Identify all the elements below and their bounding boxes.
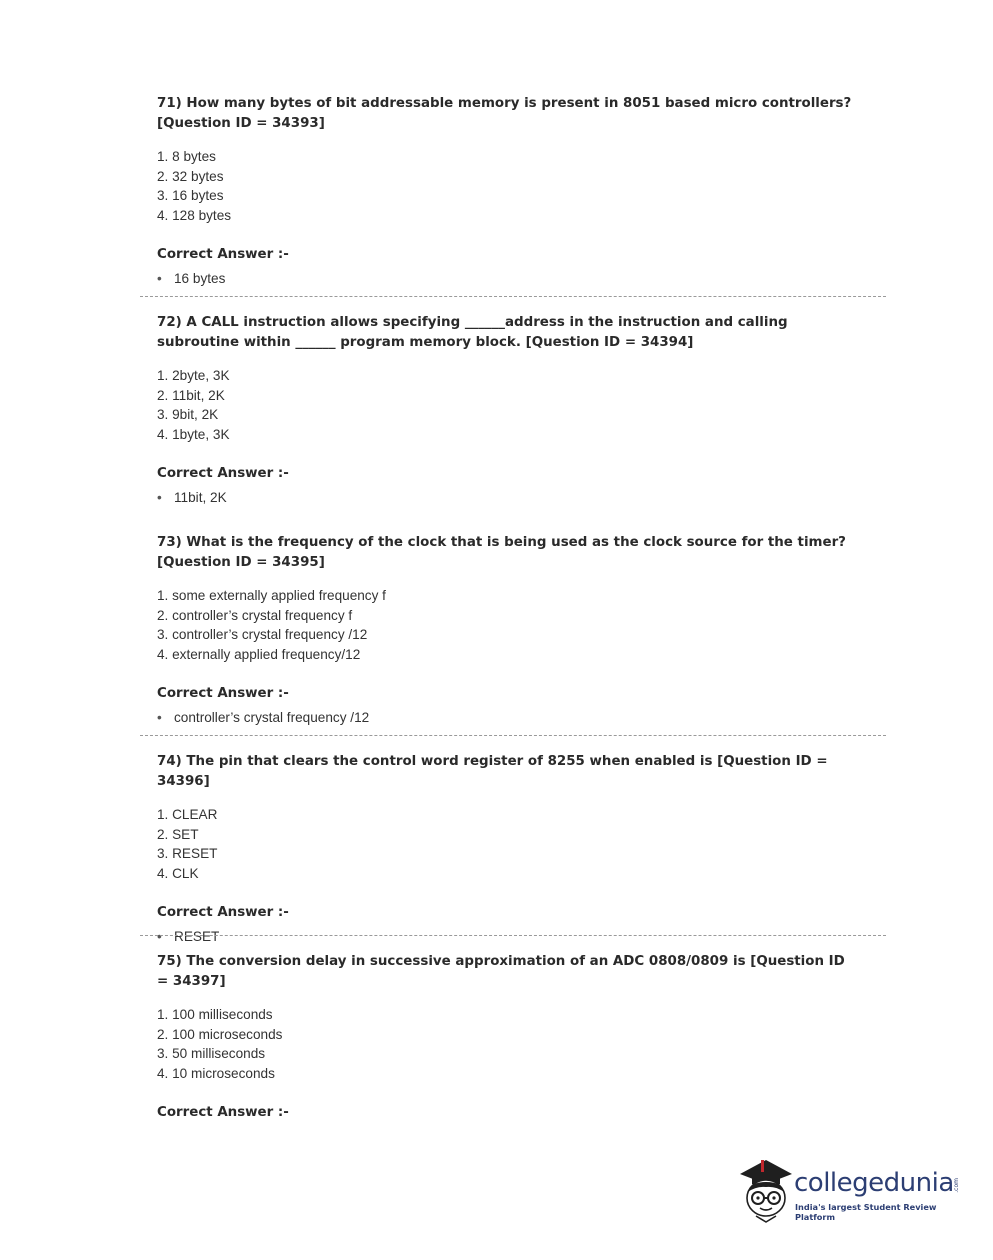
correct-answer-label: Correct Answer :-: [157, 686, 289, 701]
option: 1. 8 bytes: [157, 149, 216, 164]
question-72: [157, 313, 857, 507]
question-title: 75) The conversion delay in successive approximation of an ADC 0808/0809 is [Question ID = 34397]: [157, 954, 845, 989]
options-list: [157, 1005, 857, 1083]
correct-answer: • 11bit, 2K: [157, 488, 857, 508]
option: 4. 1byte, 3K: [157, 426, 230, 442]
option: 3. 9bit, 2K: [157, 407, 219, 422]
correct-answer-list: [157, 488, 857, 508]
question-separator: [140, 735, 886, 736]
correct-answer: • RESET: [157, 927, 857, 947]
mascot-icon: [736, 1154, 794, 1224]
option: 1. 2byte, 3K: [157, 368, 230, 383]
options-list: [157, 805, 857, 883]
question-separator: [140, 935, 886, 936]
question-73: [157, 533, 857, 727]
question-75: [157, 952, 857, 1123]
correct-answer-label: Correct Answer :-: [157, 466, 289, 481]
option: 4. CLK: [157, 865, 199, 881]
option: 2. 32 bytes: [157, 168, 224, 184]
option: 1. 100 milliseconds: [157, 1007, 273, 1022]
option: 4. 10 microseconds: [157, 1065, 275, 1081]
correct-answer: • controller’s crystal frequency /12: [157, 708, 857, 728]
option: 4. externally applied frequency/12: [157, 646, 361, 662]
question-title: 71) How many bytes of bit addressable memory is present in 8051 based micro controllers? [Question ID = 34393]: [157, 96, 852, 131]
correct-answer-label: Correct Answer :-: [157, 905, 289, 920]
logo-suffix: .com: [953, 1178, 960, 1193]
option: 1. some externally applied frequency f: [157, 588, 386, 603]
option: 2. SET: [157, 826, 199, 842]
option: 2. controller’s crystal frequency f: [157, 607, 353, 623]
options-list: [157, 366, 857, 444]
option: 2. 100 microseconds: [157, 1026, 283, 1042]
collegedunia-logo: [736, 1154, 961, 1224]
question-title: 72) A CALL instruction allows specifying ______address in the instruction and calling subroutine within ______ program memory block. [Question ID = 34394]: [157, 315, 788, 350]
option: 2. 11bit, 2K: [157, 387, 225, 403]
question-title: 74) The pin that clears the control word register of 8255 when enabled is [Question ID = 34396]: [157, 754, 828, 789]
options-list: [157, 147, 857, 225]
correct-answer-label: Correct Answer :-: [157, 1105, 289, 1120]
correct-answer-label: Correct Answer :-: [157, 247, 289, 262]
question-separator: [140, 296, 886, 297]
question-title: 73) What is the frequency of the clock that is being used as the clock source for the timer? [Question ID = 34395]: [157, 535, 846, 570]
option: 4. 128 bytes: [157, 207, 232, 223]
option: 1. CLEAR: [157, 807, 218, 822]
options-list: [157, 586, 857, 664]
correct-answer-list: [157, 708, 857, 728]
correct-answer-list: [157, 927, 857, 947]
option: 3. 16 bytes: [157, 188, 224, 203]
logo-tagline: India's largest Student Review Platform: [795, 1202, 937, 1222]
correct-answer: • 16 bytes: [157, 269, 857, 289]
question-74: [157, 752, 857, 946]
option: 3. controller’s crystal frequency /12: [157, 627, 368, 642]
correct-answer-list: [157, 269, 857, 289]
question-71: [157, 94, 857, 288]
option: 3. 50 milliseconds: [157, 1046, 266, 1061]
logo-name: collegedunia: [794, 1168, 954, 1198]
option: 3. RESET: [157, 846, 218, 861]
